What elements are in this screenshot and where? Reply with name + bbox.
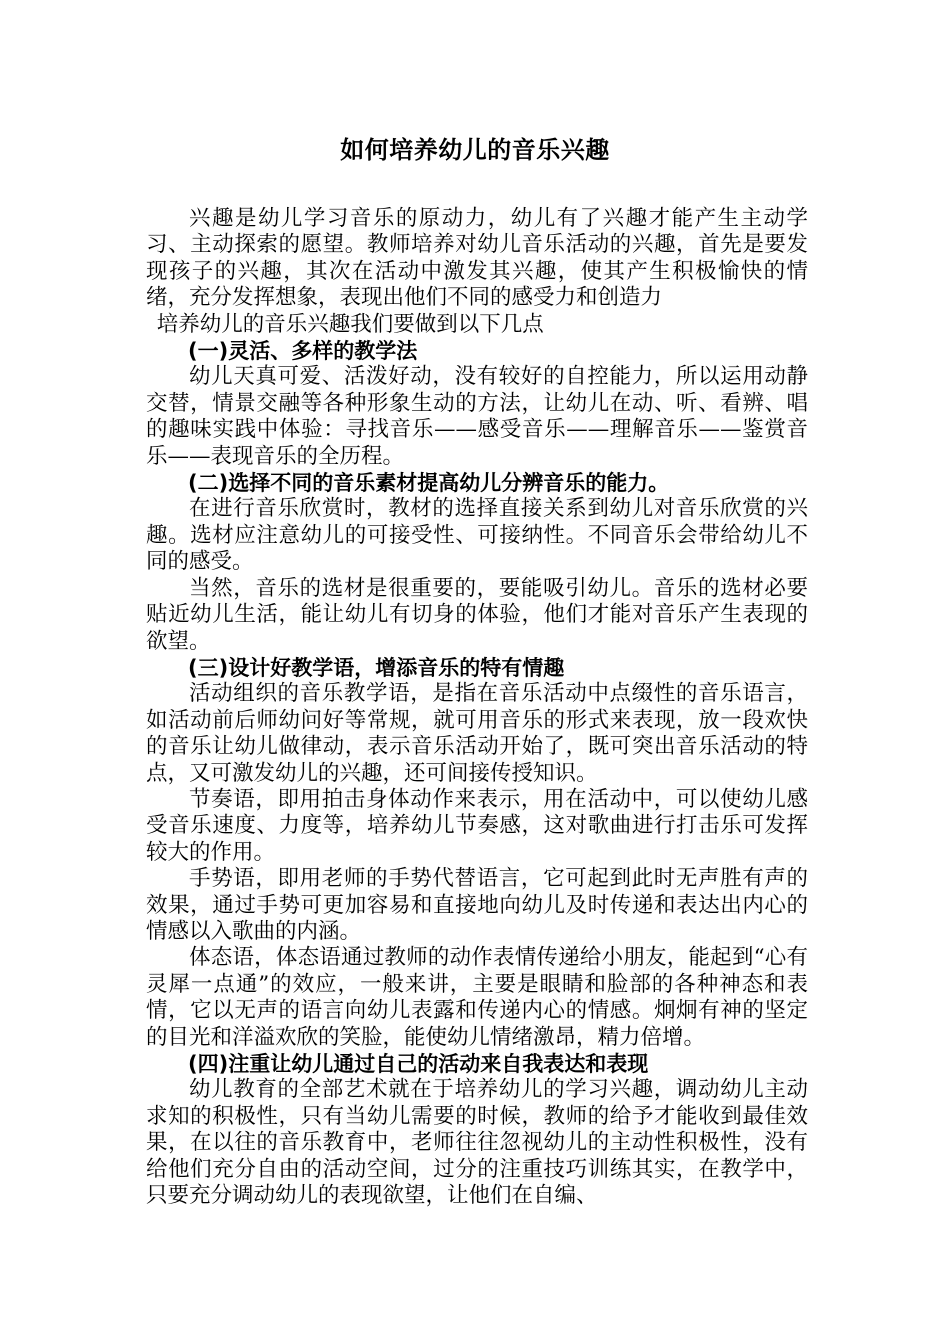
- section-heading: (四)注重让幼儿通过自己的活动来自我表达和表现: [188, 1052, 649, 1076]
- body-paragraph: 节奏语，即用拍击身体动作来表示，用在活动中，可以使幼儿感受音乐速度、力度等，培养幼儿节奏感，这对歌曲进行打击乐可发挥较大的作用。: [146, 786, 808, 865]
- body-paragraph: 幼儿天真可爱、活泼好动，没有较好的自控能力，所以运用动静交替，情景交融等各种形象生动的方法，让幼儿在动、听、看辨、唱的趣味实践中体验：寻找音乐——感受音乐——理解音乐——鉴赏音乐——表现音乐的全历程。: [146, 364, 808, 469]
- body-paragraph: 兴趣是幼儿学习音乐的原动力，幼儿有了兴趣才能产生主动学习、主动探索的愿望。教师培养对幼儿音乐活动的兴趣，首先是要发现孩子的兴趣，其次在活动中激发其兴趣，使其产生积极愉快的情绪，充分发挥想象，表现出他们不同的感受力和创造力: [146, 206, 808, 311]
- body-paragraph: 活动组织的音乐教学语，是指在音乐活动中点缀性的音乐语言，如活动前后师幼问好等常规，就可用音乐的形式来表现，放一段欢快的音乐让幼儿做律动，表示音乐活动开始了，既可突出音乐活动的特点，又可激发幼儿的兴趣，还可间接传授知识。: [146, 681, 808, 786]
- body-paragraph: 手势语，即用老师的手势代替语言，它可起到此时无声胜有声的效果，通过手势可更加容易和直接地向幼儿及时传递和表达出内心的情感以入歌曲的内涵。: [146, 866, 808, 944]
- document-body: [146, 206, 808, 1209]
- section-heading: (二)选择不同的音乐素材提高幼儿分辨音乐的能力。: [188, 471, 670, 496]
- body-paragraph: 在进行音乐欣赏时，教材的选择直接关系到幼儿对音乐欣赏的兴趣。选材应注意幼儿的可接受性、可接纳性。不同音乐会带给幼儿不同的感受。: [146, 496, 808, 575]
- body-paragraph: 当然，音乐的选材是很重要的，要能吸引幼儿。音乐的选材必要贴近幼儿生活，能让幼儿有切身的体验，他们才能对音乐产生表现的欲望。: [146, 575, 808, 654]
- body-paragraph: 培养幼儿的音乐兴趣我们要做到以下几点: [156, 311, 544, 337]
- body-paragraph: 幼儿教育的全部艺术就在于培养幼儿的学习兴趣，调动幼儿主动求知的积极性，只有当幼儿需要的时候，教师的给予才能收到最佳效果，在以往的音乐教育中，老师往往忽视幼儿的主动性积极性，没有给他们充分自由的活动空间，过分的注重技巧训练其实，在教学中，只要充分调动幼儿的表现欲望，让他们在自编、: [146, 1077, 808, 1209]
- document-title: 如何培养幼儿的音乐兴趣: [340, 136, 610, 164]
- section-heading: (三)设计好教学语，增添音乐的特有情趣: [188, 655, 565, 680]
- section-heading: (一)灵活、多样的教学法: [188, 339, 418, 364]
- body-paragraph: 体态语，体态语通过教师的动作表情传递给小朋友，能起到“心有灵犀一点通”的效应，一般来讲，主要是眼睛和脸部的各种神态和表情，它以无声的语言向幼儿表露和传递内心的情感。炯炯有神的坚定的目光和洋溢欢欣的笑脸，能使幼儿情绪激昂，精力倍增。: [146, 945, 808, 1050]
